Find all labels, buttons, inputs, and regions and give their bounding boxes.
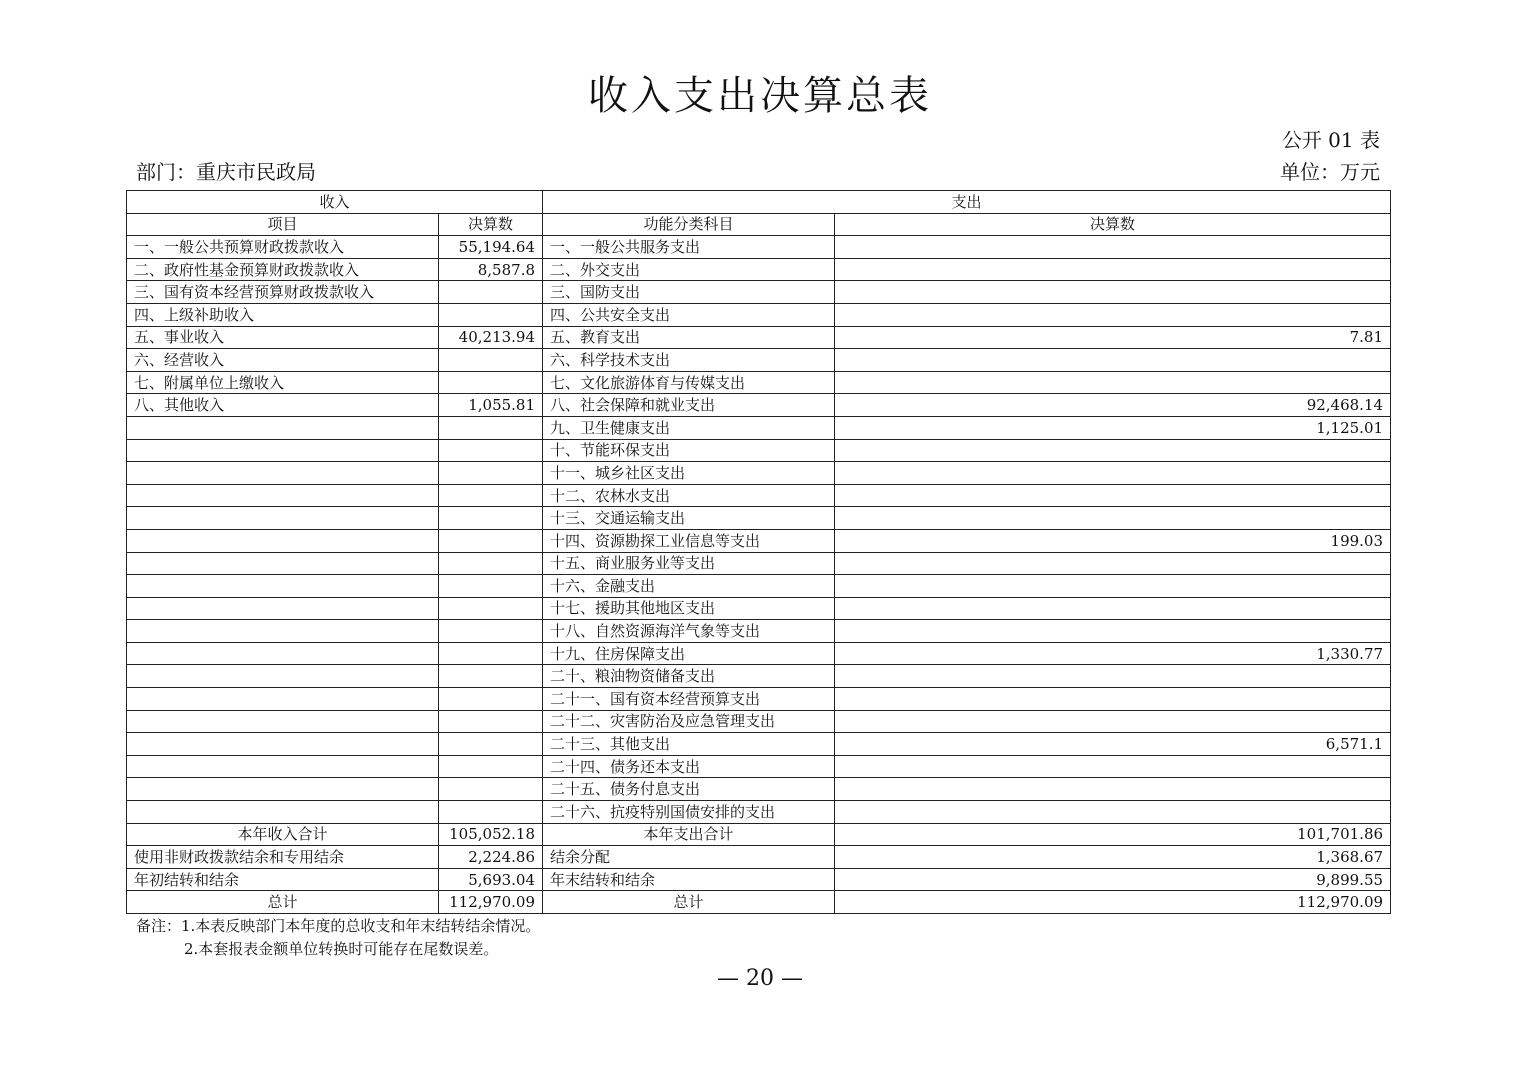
expense-item-cell: 九、卫生健康支出: [543, 416, 835, 439]
table-row: [127, 439, 1391, 462]
expense-item-cell: 十三、交通运输支出: [543, 507, 835, 530]
table-row: [127, 710, 1391, 733]
expense-amount-cell: 1,125.01: [835, 416, 1391, 439]
expense-item-cell: 十四、资源勘探工业信息等支出: [543, 529, 835, 552]
summary-expense-label: 总计: [543, 891, 835, 914]
table-row: [127, 597, 1391, 620]
expense-item-cell: 四、公共安全支出: [543, 303, 835, 326]
expense-item-cell: 二十五、债务付息支出: [543, 778, 835, 801]
expense-amount-cell: 1,330.77: [835, 642, 1391, 665]
table-row: [127, 371, 1391, 394]
header-row-columns: [127, 213, 1391, 236]
income-header: 收入: [127, 191, 543, 214]
summary-expense-value: 101,701.86: [835, 823, 1391, 846]
income-item-cell: [127, 778, 439, 801]
unit-label: 单位：万元: [1280, 160, 1380, 184]
table-row: [127, 529, 1391, 552]
income-item-cell: 七、附属单位上缴收入: [127, 371, 439, 394]
expense-amount-cell: 6,571.1: [835, 733, 1391, 756]
expense-item-cell: 二十六、抗疫特别国债安排的支出: [543, 801, 835, 824]
note-1: 备注：1.本表反映部门本年度的总收支和年末结转结余情况。: [136, 917, 541, 935]
table-row: [127, 349, 1391, 372]
income-amount-cell: [439, 733, 543, 756]
expense-amount-cell: [835, 462, 1391, 485]
summary-income-label: 本年收入合计: [127, 823, 439, 846]
function-category-header: 功能分类科目: [543, 213, 835, 236]
notes: [136, 915, 540, 961]
income-amount-cell: [439, 416, 543, 439]
expense-header: 支出: [543, 191, 1391, 214]
expense-item-cell: 十二、农林水支出: [543, 484, 835, 507]
note-2: 2.本套报表金额单位转换时可能存在尾数误差。: [184, 940, 499, 958]
expense-amount-cell: [835, 552, 1391, 575]
income-amount-cell: 40,213.94: [439, 326, 543, 349]
table-row: [127, 462, 1391, 485]
expense-amount-cell: [835, 597, 1391, 620]
income-amount-cell: [439, 349, 543, 372]
expense-amount-cell: [835, 507, 1391, 530]
expense-item-cell: 二十三、其他支出: [543, 733, 835, 756]
income-amount-cell: [439, 642, 543, 665]
income-amount-cell: [439, 303, 543, 326]
income-amount-cell: [439, 688, 543, 711]
expense-amount-header: 决算数: [835, 213, 1391, 236]
income-amount-cell: [439, 529, 543, 552]
summary-expense-label: 结余分配: [543, 846, 835, 869]
income-expense-table: [126, 190, 1391, 914]
expense-amount-cell: [835, 349, 1391, 372]
income-item-cell: [127, 642, 439, 665]
expense-item-cell: 六、科学技术支出: [543, 349, 835, 372]
table-row: [127, 258, 1391, 281]
table-row: [127, 416, 1391, 439]
income-item-cell: [127, 733, 439, 756]
income-item-cell: 一、一般公共预算财政拨款收入: [127, 236, 439, 259]
income-amount-cell: [439, 575, 543, 598]
summary-income-value: 5,693.04: [439, 868, 543, 891]
expense-amount-cell: [835, 484, 1391, 507]
header-row-group: [127, 191, 1391, 214]
expense-item-cell: 二十四、债务还本支出: [543, 755, 835, 778]
income-amount-cell: [439, 755, 543, 778]
income-amount-cell: [439, 462, 543, 485]
summary-income-label: 年初结转和结余: [127, 868, 439, 891]
summary-expense-value: 9,899.55: [835, 868, 1391, 891]
income-item-cell: 八、其他收入: [127, 394, 439, 417]
summary-row: [127, 891, 1391, 914]
summary-row: [127, 823, 1391, 846]
table-row: [127, 303, 1391, 326]
expense-item-cell: 二十、粮油物资储备支出: [543, 665, 835, 688]
table-row: [127, 801, 1391, 824]
expense-amount-cell: [835, 236, 1391, 259]
form-number: 公开 01 表: [1281, 128, 1380, 152]
income-item-cell: 六、经营收入: [127, 349, 439, 372]
expense-amount-cell: [835, 258, 1391, 281]
income-item-cell: [127, 597, 439, 620]
table-row: [127, 778, 1391, 801]
summary-row: [127, 846, 1391, 869]
income-amount-cell: [439, 665, 543, 688]
page-title: 收入支出决算总表: [588, 73, 932, 119]
income-item-cell: [127, 710, 439, 733]
income-amount-cell: 1,055.81: [439, 394, 543, 417]
table-row: [127, 394, 1391, 417]
income-item-cell: [127, 529, 439, 552]
income-amount-cell: [439, 778, 543, 801]
expense-amount-cell: [835, 439, 1391, 462]
expense-item-cell: 十七、援助其他地区支出: [543, 597, 835, 620]
table-row: [127, 575, 1391, 598]
income-amount-cell: [439, 620, 543, 643]
table-row: [127, 688, 1391, 711]
table-row: [127, 281, 1391, 304]
expense-item-cell: 一、一般公共服务支出: [543, 236, 835, 259]
income-item-cell: [127, 665, 439, 688]
expense-item-cell: 十五、商业服务业等支出: [543, 552, 835, 575]
income-item-cell: [127, 484, 439, 507]
expense-amount-cell: [835, 371, 1391, 394]
summary-income-label: 总计: [127, 891, 439, 914]
income-item-cell: [127, 507, 439, 530]
income-item-cell: [127, 462, 439, 485]
income-item-cell: [127, 801, 439, 824]
summary-expense-label: 本年支出合计: [543, 823, 835, 846]
page-number: — 20 —: [717, 966, 803, 991]
income-item-cell: 二、政府性基金预算财政拨款收入: [127, 258, 439, 281]
expense-item-cell: 二、外交支出: [543, 258, 835, 281]
expense-amount-cell: [835, 620, 1391, 643]
expense-item-cell: 二十一、国有资本经营预算支出: [543, 688, 835, 711]
income-amount-cell: [439, 371, 543, 394]
table-row: [127, 620, 1391, 643]
table-row: [127, 484, 1391, 507]
expense-item-cell: 十九、住房保障支出: [543, 642, 835, 665]
expense-item-cell: 十、节能环保支出: [543, 439, 835, 462]
table-row: [127, 642, 1391, 665]
expense-item-cell: 十六、金融支出: [543, 575, 835, 598]
income-amount-cell: [439, 710, 543, 733]
expense-amount-cell: [835, 575, 1391, 598]
expense-amount-cell: [835, 801, 1391, 824]
expense-amount-cell: [835, 688, 1391, 711]
expense-amount-cell: [835, 778, 1391, 801]
summary-row: [127, 868, 1391, 891]
expense-item-cell: 三、国防支出: [543, 281, 835, 304]
expense-amount-cell: 92,468.14: [835, 394, 1391, 417]
table-row: [127, 755, 1391, 778]
item-header: 项目: [127, 213, 439, 236]
department-label: 部门：重庆市民政局: [136, 160, 316, 184]
income-amount-cell: [439, 801, 543, 824]
summary-income-value: 112,970.09: [439, 891, 543, 914]
expense-amount-cell: [835, 281, 1391, 304]
income-amount-cell: [439, 484, 543, 507]
income-amount-cell: [439, 439, 543, 462]
expense-amount-cell: [835, 665, 1391, 688]
table-row: [127, 665, 1391, 688]
income-item-cell: [127, 688, 439, 711]
income-amount-cell: [439, 597, 543, 620]
income-amount-cell: 55,194.64: [439, 236, 543, 259]
expense-item-cell: 七、文化旅游体育与传媒支出: [543, 371, 835, 394]
income-amount-cell: [439, 552, 543, 575]
table-row: [127, 507, 1391, 530]
income-item-cell: [127, 552, 439, 575]
income-item-cell: [127, 575, 439, 598]
summary-expense-value: 1,368.67: [835, 846, 1391, 869]
expense-item-cell: 八、社会保障和就业支出: [543, 394, 835, 417]
income-item-cell: 四、上级补助收入: [127, 303, 439, 326]
expense-amount-cell: [835, 303, 1391, 326]
summary-income-value: 2,224.86: [439, 846, 543, 869]
summary-expense-value: 112,970.09: [835, 891, 1391, 914]
income-amount-cell: 8,587.8: [439, 258, 543, 281]
expense-item-cell: 十一、城乡社区支出: [543, 462, 835, 485]
expense-item-cell: 五、教育支出: [543, 326, 835, 349]
income-item-cell: [127, 755, 439, 778]
amount-header: 决算数: [439, 213, 543, 236]
expense-amount-cell: [835, 710, 1391, 733]
expense-amount-cell: 199.03: [835, 529, 1391, 552]
income-item-cell: 三、国有资本经营预算财政拨款收入: [127, 281, 439, 304]
income-item-cell: 五、事业收入: [127, 326, 439, 349]
table-row: [127, 326, 1391, 349]
income-amount-cell: [439, 281, 543, 304]
income-item-cell: [127, 439, 439, 462]
table-row: [127, 236, 1391, 259]
income-item-cell: [127, 620, 439, 643]
expense-item-cell: 十八、自然资源海洋气象等支出: [543, 620, 835, 643]
table-row: [127, 733, 1391, 756]
expense-amount-cell: [835, 755, 1391, 778]
income-amount-cell: [439, 507, 543, 530]
income-item-cell: [127, 416, 439, 439]
expense-amount-cell: 7.81: [835, 326, 1391, 349]
summary-income-value: 105,052.18: [439, 823, 543, 846]
expense-item-cell: 二十二、灾害防治及应急管理支出: [543, 710, 835, 733]
summary-expense-label: 年末结转和结余: [543, 868, 835, 891]
summary-income-label: 使用非财政拨款结余和专用结余: [127, 846, 439, 869]
table-row: [127, 552, 1391, 575]
